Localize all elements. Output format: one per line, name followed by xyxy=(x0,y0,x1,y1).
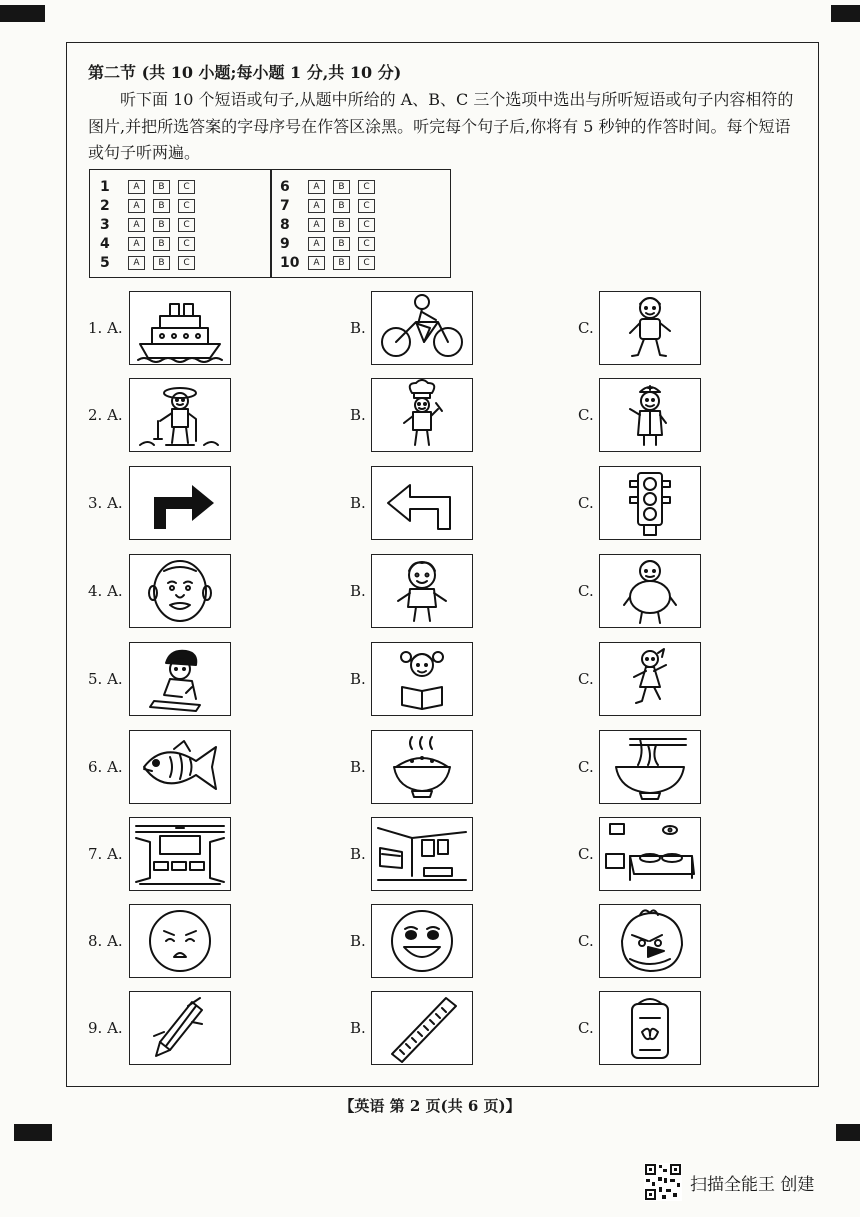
answer-row xyxy=(100,235,203,252)
option-picture[interactable] xyxy=(371,991,473,1065)
option-b-label: B. xyxy=(350,406,366,424)
question-label: 4. A. xyxy=(88,582,123,600)
answer-bubble[interactable]: C xyxy=(358,199,375,213)
option-b-label: B. xyxy=(350,758,366,776)
option-c-label: C. xyxy=(578,406,594,424)
option-b-label: B. xyxy=(350,670,366,688)
angry-bird-icon xyxy=(600,905,700,977)
question-label: 5. A. xyxy=(88,670,123,688)
option-c-label: C. xyxy=(578,845,594,863)
answer-row-number: 3 xyxy=(100,216,110,233)
answer-bubble[interactable]: A xyxy=(308,218,325,232)
option-b-label: B. xyxy=(350,582,366,600)
girl-reading-icon xyxy=(372,643,472,715)
option-b-label: B. xyxy=(350,932,366,950)
question-label: 6. A. xyxy=(88,758,123,776)
answer-bubble[interactable]: A xyxy=(308,199,325,213)
answer-bubble[interactable]: C xyxy=(358,180,375,194)
answer-bubble[interactable]: C xyxy=(358,218,375,232)
answer-bubble[interactable]: A xyxy=(308,237,325,251)
walking-boy-icon xyxy=(600,292,700,364)
section-instructions: 听下面 10 个短语或句子,从题中所给的 A、B、C 三个选项中选出与所听短语或句子内容相符的图片,并把所选答案的字母序号在作答区涂黑。听完每个句子后,你将有 5 秒钟的作答时间。每个短语或句子听两遍。 xyxy=(88,90,794,162)
option-picture[interactable] xyxy=(371,817,473,891)
option-picture[interactable] xyxy=(129,991,231,1065)
option-picture[interactable] xyxy=(129,554,231,628)
question-label: 1. A. xyxy=(88,319,123,337)
answer-bubble[interactable]: B xyxy=(333,256,350,270)
answer-bubble[interactable]: C xyxy=(358,256,375,270)
option-picture[interactable] xyxy=(599,378,701,452)
answer-bubble[interactable]: A xyxy=(128,237,145,251)
ship-icon xyxy=(130,292,230,364)
scanner-watermark xyxy=(644,1163,814,1201)
option-picture[interactable] xyxy=(371,730,473,804)
corner-mark-bottom-left xyxy=(14,1124,52,1141)
answer-row-number: 1 xyxy=(100,178,110,195)
pencil-icon xyxy=(130,992,230,1064)
question-label: 2. A. xyxy=(88,406,123,424)
option-picture[interactable] xyxy=(599,554,701,628)
option-picture[interactable] xyxy=(599,730,701,804)
child-icon xyxy=(372,555,472,627)
option-picture[interactable] xyxy=(129,817,231,891)
option-picture[interactable] xyxy=(371,378,473,452)
answer-bubble[interactable]: B xyxy=(153,180,170,194)
question-label: 3. A. xyxy=(88,494,123,512)
corner-mark-bottom-right xyxy=(836,1124,860,1141)
section-title: 第二节 (共 10 小题;每小题 1 分,共 10 分) xyxy=(88,63,402,82)
answer-bubble[interactable]: A xyxy=(308,256,325,270)
answer-row-number: 8 xyxy=(280,216,290,233)
answer-bubble[interactable]: A xyxy=(308,180,325,194)
sad-face-icon xyxy=(130,905,230,977)
question-label: 8. A. xyxy=(88,932,123,950)
noodles-icon xyxy=(600,731,700,803)
answer-row xyxy=(100,216,203,233)
girl-dancing-icon xyxy=(600,643,700,715)
option-c-label: C. xyxy=(578,670,594,688)
schoolbag-icon xyxy=(600,992,700,1064)
page-footer: 【英语 第 2 页(共 6 页)】 xyxy=(339,1097,521,1115)
doctor-icon xyxy=(600,379,700,451)
fat-boy-icon xyxy=(600,555,700,627)
classroom-icon xyxy=(130,818,230,890)
answer-bubble[interactable]: B xyxy=(333,237,350,251)
answer-row xyxy=(280,197,383,214)
bedroom-icon xyxy=(600,818,700,890)
answer-sheet-divider xyxy=(270,170,272,277)
turn-right-arrow-icon xyxy=(130,467,230,539)
traffic-light-icon xyxy=(600,467,700,539)
answer-bubble[interactable]: C xyxy=(178,256,195,270)
option-picture[interactable] xyxy=(129,378,231,452)
answer-row-number: 4 xyxy=(100,235,110,252)
option-b-label: B. xyxy=(350,494,366,512)
answer-row-number: 5 xyxy=(100,254,110,271)
answer-bubble[interactable]: B xyxy=(333,180,350,194)
answer-row xyxy=(280,178,383,195)
answer-bubble[interactable]: A xyxy=(128,256,145,270)
answer-bubble[interactable]: B xyxy=(153,256,170,270)
answer-row xyxy=(100,178,203,195)
option-picture[interactable] xyxy=(129,642,231,716)
answer-bubble[interactable]: A xyxy=(128,199,145,213)
answer-bubble[interactable]: A xyxy=(128,218,145,232)
answer-row xyxy=(280,235,383,252)
option-c-label: C. xyxy=(578,494,594,512)
answer-bubble[interactable]: C xyxy=(358,237,375,251)
question-label: 9. A. xyxy=(88,1019,123,1037)
answer-bubble[interactable]: C xyxy=(178,218,195,232)
answer-bubble[interactable]: C xyxy=(178,180,195,194)
option-picture[interactable] xyxy=(129,904,231,978)
rice-bowl-icon xyxy=(372,731,472,803)
scanner-text: 扫描全能王 创建 xyxy=(690,1174,815,1195)
answer-row-number: 9 xyxy=(280,235,290,252)
option-c-label: C. xyxy=(578,758,594,776)
grandpa-face-icon xyxy=(130,555,230,627)
option-picture[interactable] xyxy=(129,730,231,804)
option-picture[interactable] xyxy=(599,642,701,716)
corner-mark-top-left xyxy=(0,5,45,22)
answer-row xyxy=(280,216,383,233)
answer-bubble[interactable]: A xyxy=(128,180,145,194)
option-picture[interactable] xyxy=(599,466,701,540)
option-picture[interactable] xyxy=(599,904,701,978)
option-c-label: C. xyxy=(578,932,594,950)
happy-face-icon xyxy=(372,905,472,977)
qr-code-icon xyxy=(644,1163,682,1201)
option-picture[interactable] xyxy=(371,466,473,540)
answer-row xyxy=(100,197,203,214)
answer-bubble[interactable]: B xyxy=(153,237,170,251)
answer-bubble[interactable]: B xyxy=(153,199,170,213)
corner-mark-top-right xyxy=(831,5,860,22)
option-b-label: B. xyxy=(350,319,366,337)
option-picture[interactable] xyxy=(599,817,701,891)
option-c-label: C. xyxy=(578,1019,594,1037)
boy-writing-icon xyxy=(130,643,230,715)
answer-bubble[interactable]: B xyxy=(333,218,350,232)
option-picture[interactable] xyxy=(129,466,231,540)
cook-icon xyxy=(372,379,472,451)
option-picture[interactable] xyxy=(371,554,473,628)
answer-bubble[interactable]: B xyxy=(153,218,170,232)
ruler-icon xyxy=(372,992,472,1064)
turn-left-arrow-icon xyxy=(372,467,472,539)
answer-row-number: 2 xyxy=(100,197,110,214)
option-b-label: B. xyxy=(350,1019,366,1037)
answer-sheet xyxy=(89,169,451,278)
option-picture[interactable] xyxy=(371,642,473,716)
option-picture[interactable] xyxy=(371,291,473,365)
option-picture[interactable] xyxy=(371,904,473,978)
answer-bubble[interactable]: C xyxy=(178,237,195,251)
answer-bubble[interactable]: C xyxy=(178,199,195,213)
fish-icon xyxy=(130,731,230,803)
option-picture[interactable] xyxy=(129,291,231,365)
answer-row xyxy=(280,254,383,271)
option-b-label: B. xyxy=(350,845,366,863)
option-picture[interactable] xyxy=(599,291,701,365)
answer-row-number: 10 xyxy=(280,254,300,271)
answer-bubble[interactable]: B xyxy=(333,199,350,213)
living-room-icon xyxy=(372,818,472,890)
question-label: 7. A. xyxy=(88,845,123,863)
answer-row-number: 6 xyxy=(280,178,290,195)
option-c-label: C. xyxy=(578,582,594,600)
bicycle-rider-icon xyxy=(372,292,472,364)
farmer-icon xyxy=(130,379,230,451)
option-c-label: C. xyxy=(578,319,594,337)
answer-row xyxy=(100,254,203,271)
answer-row-number: 7 xyxy=(280,197,290,214)
option-picture[interactable] xyxy=(599,991,701,1065)
